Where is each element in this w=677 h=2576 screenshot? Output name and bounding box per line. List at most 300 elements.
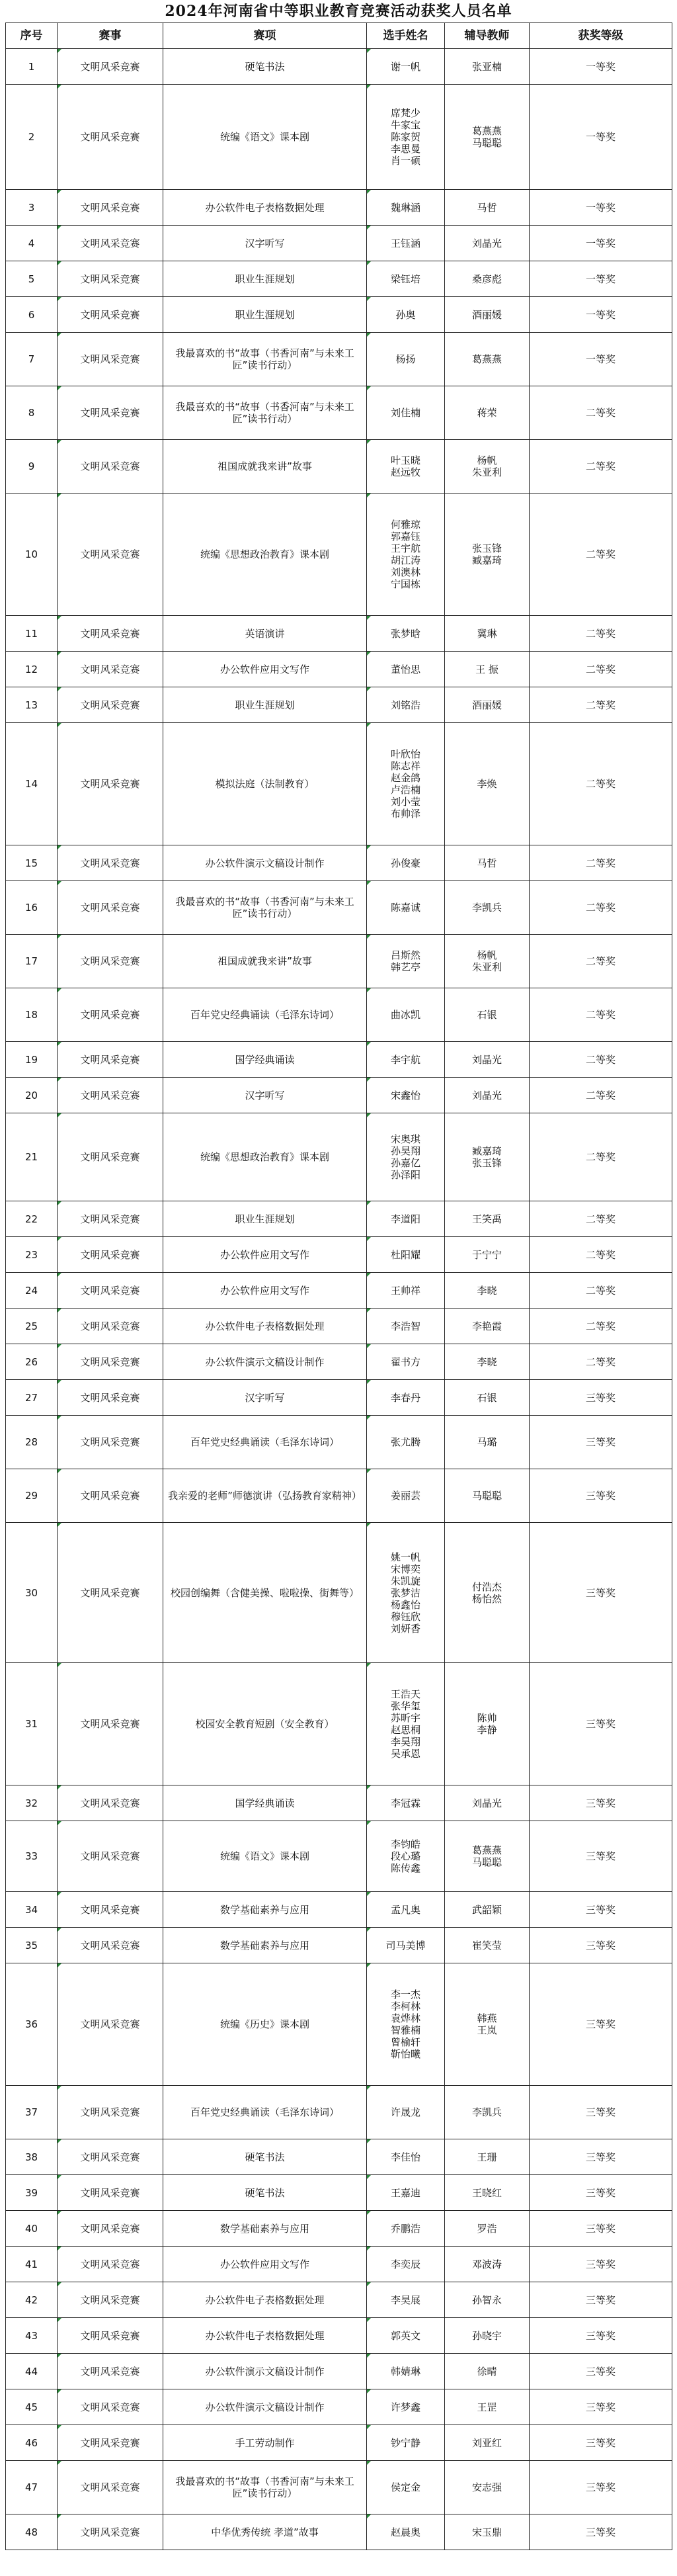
cell-teachers: 刘晶光 — [445, 1785, 530, 1821]
cell-award: 三等奖 — [530, 2247, 672, 2282]
table-row — [6, 935, 672, 988]
cell-teachers: 马璐 — [445, 1416, 530, 1469]
cell-event: 职业生涯规划 — [163, 1201, 367, 1237]
cell-teachers: 武韶颖 — [445, 1892, 530, 1928]
cell-competition: 文明风采竞赛 — [58, 1309, 163, 1344]
cell-no: 7 — [6, 333, 58, 386]
cell-no: 34 — [6, 1892, 58, 1928]
cell-event: 百年党史经典诵读（毛泽东诗词） — [163, 2086, 367, 2139]
cell-event: 我最喜欢的书“故事（书香河南”与未来工匠”读书行动） — [163, 386, 367, 440]
cell-event: 百年党史经典诵读（毛泽东诗词） — [163, 1416, 367, 1469]
cell-no: 37 — [6, 2086, 58, 2139]
cell-award: 二等奖 — [530, 935, 672, 988]
cell-competition: 文明风采竞赛 — [58, 1663, 163, 1785]
table-row — [6, 2514, 672, 2550]
table-row — [6, 386, 672, 440]
cell-event: 办公软件应用文写作 — [163, 652, 367, 687]
cell-students: 许晟龙 — [367, 2086, 445, 2139]
cell-no: 44 — [6, 2354, 58, 2389]
cell-teachers: 刘晶光 — [445, 1078, 530, 1113]
cell-teachers: 马哲 — [445, 190, 530, 226]
cell-students: 李佳怡 — [367, 2139, 445, 2175]
cell-students: 刘佳楠 — [367, 386, 445, 440]
cell-award: 二等奖 — [530, 494, 672, 616]
cell-students: 翟书方 — [367, 1344, 445, 1380]
cell-teachers: 陈帅 李静 — [445, 1663, 530, 1785]
cell-teachers: 冀琳 — [445, 616, 530, 652]
cell-award: 一等奖 — [530, 261, 672, 297]
cell-event: 统编《历史》课本剧 — [163, 1963, 367, 2086]
cell-competition: 文明风采竞赛 — [58, 2211, 163, 2247]
table-row — [6, 881, 672, 935]
cell-teachers: 王笑禹 — [445, 1201, 530, 1237]
cell-competition: 文明风采竞赛 — [58, 2247, 163, 2282]
table-row — [6, 1928, 672, 1963]
cell-event: 我亲爱的老师”师德演讲（弘扬教育家精神） — [163, 1469, 367, 1523]
cell-no: 41 — [6, 2247, 58, 2282]
table-row — [6, 1469, 672, 1523]
cell-award: 三等奖 — [530, 2282, 672, 2318]
cell-award: 二等奖 — [530, 988, 672, 1042]
cell-award: 二等奖 — [530, 723, 672, 845]
cell-students: 孙奥 — [367, 297, 445, 333]
cell-event: 我最喜欢的书“故事（书香河南”与未来工匠”读书行动） — [163, 881, 367, 935]
cell-competition: 文明风采竞赛 — [58, 1416, 163, 1469]
cell-competition: 文明风采竞赛 — [58, 723, 163, 845]
cell-award: 三等奖 — [530, 1380, 672, 1416]
header-award: 获奖等级 — [530, 23, 672, 49]
cell-teachers: 罗浩 — [445, 2211, 530, 2247]
cell-event: 汉字听写 — [163, 226, 367, 261]
cell-competition: 文明风采竞赛 — [58, 2086, 163, 2139]
cell-competition: 文明风采竞赛 — [58, 1892, 163, 1928]
cell-award: 三等奖 — [530, 1469, 672, 1523]
cell-students: 张梦晗 — [367, 616, 445, 652]
cell-award: 三等奖 — [530, 1663, 672, 1785]
cell-students: 吕斯然 韩艺亭 — [367, 935, 445, 988]
cell-competition: 文明风采竞赛 — [58, 1273, 163, 1309]
cell-award: 三等奖 — [530, 2461, 672, 2514]
cell-students: 姚一帆 宋博奕 朱凯旋 张梦洁 杨鑫怡 穆钰欣 刘妍香 — [367, 1523, 445, 1663]
cell-students: 叶玉晓 赵远牧 — [367, 440, 445, 494]
table-row — [6, 297, 672, 333]
cell-competition: 文明风采竞赛 — [58, 881, 163, 935]
cell-no: 35 — [6, 1928, 58, 1963]
cell-event: 我最喜欢的书“故事（书香河南”与未来工匠”读书行动） — [163, 333, 367, 386]
cell-award: 三等奖 — [530, 2389, 672, 2425]
cell-award: 二等奖 — [530, 1113, 672, 1201]
cell-no: 1 — [6, 49, 58, 85]
cell-students: 王浩天 张华玺 苏昕宇 赵思桐 李昊翔 吴承恩 — [367, 1663, 445, 1785]
cell-event: 办公软件应用文写作 — [163, 1237, 367, 1273]
cell-award: 二等奖 — [530, 1201, 672, 1237]
table-row — [6, 190, 672, 226]
cell-event: 国学经典诵读 — [163, 1042, 367, 1078]
cell-teachers: 石银 — [445, 1380, 530, 1416]
cell-students: 魏琳涵 — [367, 190, 445, 226]
cell-award: 二等奖 — [530, 1042, 672, 1078]
table-row — [6, 2318, 672, 2354]
cell-teachers: 李凯兵 — [445, 2086, 530, 2139]
cell-teachers: 孙晓宇 — [445, 2318, 530, 2354]
cell-award: 二等奖 — [530, 440, 672, 494]
table-row — [6, 988, 672, 1042]
cell-competition: 文明风采竞赛 — [58, 687, 163, 723]
cell-event: 英语演讲 — [163, 616, 367, 652]
cell-event: 办公软件电子表格数据处理 — [163, 190, 367, 226]
table-row — [6, 2461, 672, 2514]
table-row — [6, 1237, 672, 1273]
cell-competition: 文明风采竞赛 — [58, 2389, 163, 2425]
cell-award: 二等奖 — [530, 845, 672, 881]
cell-event: 我最喜欢的书“故事（书香河南”与未来工匠”读书行动） — [163, 2461, 367, 2514]
cell-award: 三等奖 — [530, 1821, 672, 1892]
cell-award: 三等奖 — [530, 2086, 672, 2139]
table-row — [6, 1113, 672, 1201]
award-list-sheet — [5, 0, 672, 2550]
cell-event: 职业生涯规划 — [163, 297, 367, 333]
cell-competition: 文明风采竞赛 — [58, 935, 163, 988]
cell-event: 硬笔书法 — [163, 2139, 367, 2175]
table-row — [6, 2247, 672, 2282]
cell-no: 33 — [6, 1821, 58, 1892]
cell-teachers: 臧嘉琦 张玉锋 — [445, 1113, 530, 1201]
cell-no: 36 — [6, 1963, 58, 2086]
cell-students: 李道阳 — [367, 1201, 445, 1237]
cell-no: 48 — [6, 2514, 58, 2550]
table-row — [6, 1523, 672, 1663]
cell-no: 22 — [6, 1201, 58, 1237]
cell-students: 谢一帆 — [367, 49, 445, 85]
cell-no: 47 — [6, 2461, 58, 2514]
cell-award: 三等奖 — [530, 2354, 672, 2389]
cell-no: 31 — [6, 1663, 58, 1785]
cell-competition: 文明风采竞赛 — [58, 1237, 163, 1273]
cell-competition: 文明风采竞赛 — [58, 2282, 163, 2318]
header-competition: 赛事 — [58, 23, 163, 49]
cell-event: 手工劳动制作 — [163, 2425, 367, 2461]
cell-teachers: 葛燕燕 马聪聪 — [445, 1821, 530, 1892]
table-row — [6, 616, 672, 652]
cell-competition: 文明风采竞赛 — [58, 297, 163, 333]
cell-no: 2 — [6, 85, 58, 190]
cell-no: 23 — [6, 1237, 58, 1273]
cell-teachers: 张玉锋 臧嘉琦 — [445, 494, 530, 616]
cell-event: 校园安全教育短剧（安全教育） — [163, 1663, 367, 1785]
cell-event: 办公软件电子表格数据处理 — [163, 1309, 367, 1344]
cell-teachers: 宋玉鼎 — [445, 2514, 530, 2550]
cell-award: 三等奖 — [530, 2425, 672, 2461]
cell-students: 张尤腾 — [367, 1416, 445, 1469]
cell-students: 李冠霖 — [367, 1785, 445, 1821]
cell-award: 三等奖 — [530, 1416, 672, 1469]
cell-competition: 文明风采竞赛 — [58, 1523, 163, 1663]
cell-students: 钞宁静 — [367, 2425, 445, 2461]
cell-event: 数学基础素养与应用 — [163, 1928, 367, 1963]
cell-event: 数学基础素养与应用 — [163, 2211, 367, 2247]
cell-competition: 文明风采竞赛 — [58, 616, 163, 652]
cell-teachers: 酒丽媛 — [445, 297, 530, 333]
cell-students: 王帅祥 — [367, 1273, 445, 1309]
cell-students: 梁钰培 — [367, 261, 445, 297]
cell-competition: 文明风采竞赛 — [58, 2425, 163, 2461]
cell-no: 39 — [6, 2175, 58, 2211]
cell-competition: 文明风采竞赛 — [58, 2461, 163, 2514]
cell-no: 17 — [6, 935, 58, 988]
cell-no: 30 — [6, 1523, 58, 1663]
cell-teachers: 安志强 — [445, 2461, 530, 2514]
cell-competition: 文明风采竞赛 — [58, 2139, 163, 2175]
cell-no: 5 — [6, 261, 58, 297]
cell-no: 28 — [6, 1416, 58, 1469]
cell-teachers: 于宁宁 — [445, 1237, 530, 1273]
cell-competition: 文明风采竞赛 — [58, 2318, 163, 2354]
cell-award: 一等奖 — [530, 190, 672, 226]
cell-teachers: 付浩杰 杨怡然 — [445, 1523, 530, 1663]
cell-students: 杨扬 — [367, 333, 445, 386]
cell-teachers: 蒋荣 — [445, 386, 530, 440]
cell-no: 4 — [6, 226, 58, 261]
cell-award: 一等奖 — [530, 226, 672, 261]
cell-award: 三等奖 — [530, 2514, 672, 2550]
cell-students: 孟凡奥 — [367, 1892, 445, 1928]
cell-students: 孙俊豪 — [367, 845, 445, 881]
cell-no: 29 — [6, 1469, 58, 1523]
table-row — [6, 226, 672, 261]
table-row — [6, 652, 672, 687]
cell-teachers: 刘亚红 — [445, 2425, 530, 2461]
cell-event: 职业生涯规划 — [163, 687, 367, 723]
cell-competition: 文明风采竞赛 — [58, 261, 163, 297]
table-row — [6, 2175, 672, 2211]
cell-competition: 文明风采竞赛 — [58, 494, 163, 616]
cell-teachers: 刘晶光 — [445, 1042, 530, 1078]
table-row — [6, 723, 672, 845]
table-row — [6, 333, 672, 386]
cell-award: 二等奖 — [530, 1344, 672, 1380]
cell-event: 统编《语文》课本剧 — [163, 85, 367, 190]
cell-teachers: 邓波涛 — [445, 2247, 530, 2282]
cell-competition: 文明风采竞赛 — [58, 1078, 163, 1113]
table-row — [6, 845, 672, 881]
cell-award: 二等奖 — [530, 687, 672, 723]
cell-award: 二等奖 — [530, 616, 672, 652]
cell-award: 一等奖 — [530, 297, 672, 333]
cell-competition: 文明风采竞赛 — [58, 1113, 163, 1201]
table-row — [6, 1273, 672, 1309]
cell-teachers: 王 振 — [445, 652, 530, 687]
cell-event: 办公软件应用文写作 — [163, 1273, 367, 1309]
cell-no: 21 — [6, 1113, 58, 1201]
cell-event: 祖国成就我来讲”故事 — [163, 935, 367, 988]
cell-teachers: 李晓 — [445, 1273, 530, 1309]
cell-teachers: 酒丽媛 — [445, 687, 530, 723]
award-table — [5, 22, 672, 2550]
table-row — [6, 2211, 672, 2247]
cell-teachers: 张亚楠 — [445, 49, 530, 85]
cell-students: 乔鹏浩 — [367, 2211, 445, 2247]
header-no: 序号 — [6, 23, 58, 49]
cell-award: 二等奖 — [530, 386, 672, 440]
cell-event: 校园创编舞（含健美操、啦啦操、街舞等） — [163, 1523, 367, 1663]
cell-event: 办公软件演示文稿设计制作 — [163, 1344, 367, 1380]
cell-teachers: 崔笑莹 — [445, 1928, 530, 1963]
cell-students: 李宇航 — [367, 1042, 445, 1078]
cell-event: 汉字听写 — [163, 1380, 367, 1416]
cell-competition: 文明风采竞赛 — [58, 226, 163, 261]
cell-event: 模拟法庭（法制教育） — [163, 723, 367, 845]
cell-teachers: 葛燕燕 — [445, 333, 530, 386]
cell-competition: 文明风采竞赛 — [58, 2354, 163, 2389]
table-row — [6, 2389, 672, 2425]
cell-students: 王钰涵 — [367, 226, 445, 261]
header-teacher: 辅导教师 — [445, 23, 530, 49]
cell-award: 三等奖 — [530, 2175, 672, 2211]
cell-event: 办公软件电子表格数据处理 — [163, 2318, 367, 2354]
cell-teachers: 杨帆 朱亚利 — [445, 440, 530, 494]
table-row — [6, 2139, 672, 2175]
table-row — [6, 2282, 672, 2318]
cell-award: 一等奖 — [530, 333, 672, 386]
cell-students: 宋鑫怡 — [367, 1078, 445, 1113]
cell-competition: 文明风采竞赛 — [58, 386, 163, 440]
cell-event: 中华优秀传统 孝道”故事 — [163, 2514, 367, 2550]
cell-competition: 文明风采竞赛 — [58, 440, 163, 494]
cell-teachers: 李焕 — [445, 723, 530, 845]
cell-event: 统编《思想政治教育》课本剧 — [163, 494, 367, 616]
cell-event: 统编《语文》课本剧 — [163, 1821, 367, 1892]
header-event: 赛项 — [163, 23, 367, 49]
table-row — [6, 2086, 672, 2139]
cell-students: 李浩智 — [367, 1309, 445, 1344]
cell-no: 26 — [6, 1344, 58, 1380]
cell-award: 二等奖 — [530, 1273, 672, 1309]
cell-event: 办公软件演示文稿设计制作 — [163, 2389, 367, 2425]
table-row — [6, 1416, 672, 1469]
cell-no: 11 — [6, 616, 58, 652]
table-row — [6, 494, 672, 616]
cell-students: 宋奥琪 孙昊翔 孙嘉亿 孙泽阳 — [367, 1113, 445, 1201]
cell-teachers: 桑彦彪 — [445, 261, 530, 297]
table-row — [6, 1821, 672, 1892]
cell-competition: 文明风采竞赛 — [58, 1963, 163, 2086]
cell-teachers: 王珊 — [445, 2139, 530, 2175]
cell-students: 董怡思 — [367, 652, 445, 687]
cell-award: 三等奖 — [530, 2139, 672, 2175]
cell-students: 杜阳耀 — [367, 1237, 445, 1273]
cell-event: 百年党史经典诵读（毛泽东诗词） — [163, 988, 367, 1042]
table-row — [6, 440, 672, 494]
cell-students: 叶欣怡 陈志祥 赵金鸽 卢浩楠 刘小莹 布帅泽 — [367, 723, 445, 845]
cell-no: 25 — [6, 1309, 58, 1344]
table-row — [6, 687, 672, 723]
cell-students: 赵晨奥 — [367, 2514, 445, 2550]
cell-award: 三等奖 — [530, 2211, 672, 2247]
cell-competition: 文明风采竞赛 — [58, 85, 163, 190]
cell-competition: 文明风采竞赛 — [58, 1928, 163, 1963]
table-row — [6, 1663, 672, 1785]
table-row — [6, 1344, 672, 1380]
cell-competition: 文明风采竞赛 — [58, 1785, 163, 1821]
cell-students: 韩婧琳 — [367, 2354, 445, 2389]
cell-award: 一等奖 — [530, 85, 672, 190]
cell-students: 侯定金 — [367, 2461, 445, 2514]
cell-event: 办公软件演示文稿设计制作 — [163, 2354, 367, 2389]
cell-competition: 文明风采竞赛 — [58, 333, 163, 386]
cell-no: 10 — [6, 494, 58, 616]
cell-no: 32 — [6, 1785, 58, 1821]
table-row — [6, 1309, 672, 1344]
cell-event: 硬笔书法 — [163, 49, 367, 85]
cell-award: 二等奖 — [530, 652, 672, 687]
cell-teachers: 杨帆 朱亚利 — [445, 935, 530, 988]
cell-students: 郭英文 — [367, 2318, 445, 2354]
table-body — [6, 49, 672, 2550]
cell-students: 陈嘉诚 — [367, 881, 445, 935]
cell-no: 45 — [6, 2389, 58, 2425]
cell-teachers: 王罡 — [445, 2389, 530, 2425]
cell-no: 8 — [6, 386, 58, 440]
cell-teachers: 刘晶光 — [445, 226, 530, 261]
cell-no: 6 — [6, 297, 58, 333]
cell-award: 三等奖 — [530, 1963, 672, 2086]
table-row — [6, 49, 672, 85]
cell-event: 办公软件应用文写作 — [163, 2247, 367, 2282]
table-row — [6, 85, 672, 190]
cell-award: 二等奖 — [530, 881, 672, 935]
cell-students: 曲冰凯 — [367, 988, 445, 1042]
table-row — [6, 1963, 672, 2086]
cell-competition: 文明风采竞赛 — [58, 190, 163, 226]
cell-event: 数学基础素养与应用 — [163, 1892, 367, 1928]
cell-competition: 文明风采竞赛 — [58, 1380, 163, 1416]
cell-award: 三等奖 — [530, 1523, 672, 1663]
cell-teachers: 李凯兵 — [445, 881, 530, 935]
cell-no: 3 — [6, 190, 58, 226]
cell-no: 20 — [6, 1078, 58, 1113]
cell-teachers: 李艳霞 — [445, 1309, 530, 1344]
table-row — [6, 1042, 672, 1078]
cell-students: 李一杰 李柯林 袁烨林 智雅楠 曾榆轩 靳怡曦 — [367, 1963, 445, 2086]
cell-students: 席梵少 牛家宝 陈家贺 李思曼 肖一硕 — [367, 85, 445, 190]
table-row — [6, 1785, 672, 1821]
cell-event: 祖国成就我来讲”故事 — [163, 440, 367, 494]
cell-students: 许梦鑫 — [367, 2389, 445, 2425]
cell-no: 19 — [6, 1042, 58, 1078]
cell-no: 27 — [6, 1380, 58, 1416]
table-row — [6, 2354, 672, 2389]
cell-no: 40 — [6, 2211, 58, 2247]
header-student: 选手姓名 — [367, 23, 445, 49]
cell-students: 李钧皓 段心璐 陈传鑫 — [367, 1821, 445, 1892]
cell-teachers: 马聪聪 — [445, 1469, 530, 1523]
cell-no: 12 — [6, 652, 58, 687]
cell-award: 一等奖 — [530, 49, 672, 85]
cell-no: 18 — [6, 988, 58, 1042]
cell-event: 职业生涯规划 — [163, 261, 367, 297]
cell-competition: 文明风采竞赛 — [58, 2175, 163, 2211]
table-row — [6, 2425, 672, 2461]
cell-competition: 文明风采竞赛 — [58, 1821, 163, 1892]
cell-students: 姜丽芸 — [367, 1469, 445, 1523]
cell-no: 43 — [6, 2318, 58, 2354]
cell-teachers: 石银 — [445, 988, 530, 1042]
cell-teachers: 韩燕 王岚 — [445, 1963, 530, 2086]
cell-event: 办公软件电子表格数据处理 — [163, 2282, 367, 2318]
cell-students: 司马美博 — [367, 1928, 445, 1963]
cell-award: 三等奖 — [530, 2318, 672, 2354]
cell-competition: 文明风采竞赛 — [58, 1344, 163, 1380]
